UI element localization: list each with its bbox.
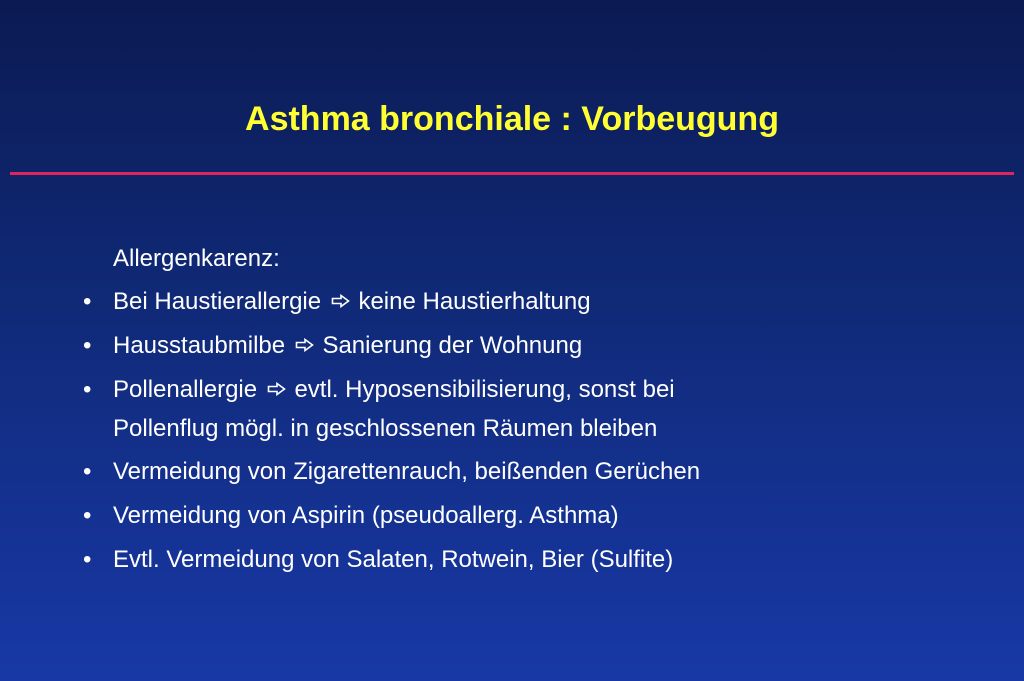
list-item: [77, 326, 977, 366]
item-text-after: Sanierung der Wohnung: [322, 332, 583, 359]
slide-title: Asthma bronchiale : Vorbeugung: [245, 100, 779, 138]
right-arrow-outline-icon: [295, 338, 315, 352]
title-divider: [10, 172, 1014, 175]
item-text-before: Hausstaubmilbe: [113, 332, 286, 359]
item-line-2: Pollenflug mögl. in geschlossenen Räumen bleiben: [113, 415, 658, 442]
bullet-icon: •: [83, 332, 92, 359]
bullet-icon: •: [83, 458, 92, 485]
list-item: [77, 452, 977, 492]
slide-content: [77, 239, 977, 584]
item-text-before: Pollenallergie: [113, 376, 258, 403]
bullet-icon: •: [83, 376, 92, 403]
list-item: [77, 370, 977, 448]
item-text-after: evtl. Hyposensibilisierung, sonst bei: [294, 376, 675, 403]
list-item: [77, 540, 977, 580]
item-text: Vermeidung von Aspirin (pseudoallerg. Asthma): [113, 502, 619, 529]
list-item: [77, 496, 977, 536]
bullet-icon: •: [83, 546, 92, 573]
item-text-before: Bei Haustierallergie: [113, 288, 322, 315]
right-arrow-outline-icon: [331, 294, 351, 308]
right-arrow-outline-icon: [267, 382, 287, 396]
item-line-1: [113, 376, 675, 403]
bullet-list: [77, 282, 977, 580]
intro-text: Allergenkarenz:: [113, 245, 280, 272]
item-text: Evtl. Vermeidung von Salaten, Rotwein, Bier (Sulfite): [113, 546, 674, 573]
list-item: [77, 282, 977, 322]
item-text-after: keine Haustierhaltung: [358, 288, 591, 315]
bullet-icon: •: [83, 288, 92, 315]
item-text: Vermeidung von Zigarettenrauch, beißenden Gerüchen: [113, 458, 701, 485]
bullet-icon: •: [83, 502, 92, 529]
